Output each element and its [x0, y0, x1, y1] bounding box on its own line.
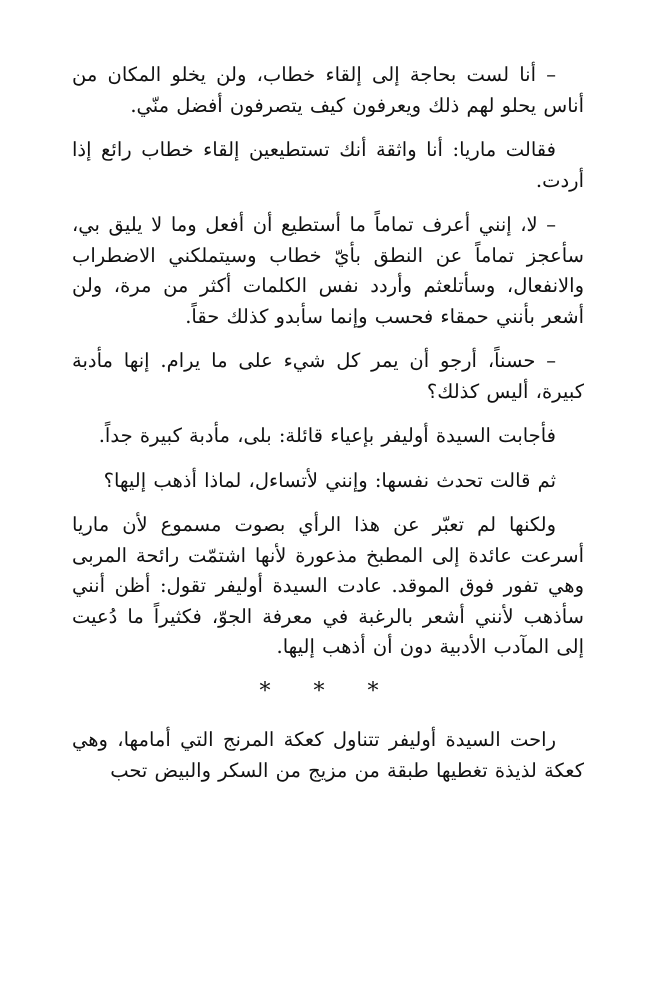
book-page: [72, 60, 584, 985]
paragraph-4: – حسناً، أرجو أن يمر كل شيء على ما يرام. إنها مأدبة كبيرة، أليس كذلك؟: [72, 349, 584, 403]
section-separator: [72, 677, 584, 708]
paragraph-1: – أنا لست بحاجة إلى إلقاء خطاب، ولن يخلو المكان من أناس يحلو لهم ذلك ويعرفون كيف يتصرفون أفضل منّي.: [72, 63, 584, 117]
paragraph-7: ولكنها لم تعبّر عن هذا الرأي بصوت مسموع لأن ماريا أسرعت عائدة إلى المطبخ مذعورة لأنها اشتمّت رائحة المربى وهي تفور فوق الموقد. عادت السيدة أوليفر تقول: أظن أنني سأذهب لأنني أشعر بالرغبة في معرفة الجوّ، فكثيراً ما دُعيت إلى المآدب الأدبية دون أن أذهب إليها.: [72, 513, 584, 658]
paragraph-8: راحت السيدة أوليفر تتناول كعكة المرنج التي أمامها، وهي كعكة لذيذة تغطيها طبقة من مزيج من السكر والبيض تحب: [72, 728, 584, 782]
paragraph-3: – لا، إنني أعرف تماماً ما أستطيع أن أفعل وما لا يليق بي، سأعجز تماماً عن النطق بأيّ خطاب وسيتملكني الاضطراب والانفعال، وسأتلعثم وأردد نفس الكلمات أكثر من مرة، ولن أشعر بأنني حمقاء فحسب وإنما سأبدو كذلك حقاً.: [72, 213, 584, 328]
separator-asterisks: * * *: [259, 678, 397, 704]
paragraph-6: ثم قالت تحدث نفسها: وإنني لأتساءل، لماذا أذهب إليها؟: [103, 468, 556, 492]
paragraph-5: فأجابت السيدة أوليفر بإعياء قائلة: بلى، مأدبة كبيرة جداً.: [98, 424, 556, 447]
paragraph-2: فقالت ماريا: أنا واثقة أنك تستطيعين إلقاء خطاب رائع إذا أردت.: [72, 138, 584, 192]
